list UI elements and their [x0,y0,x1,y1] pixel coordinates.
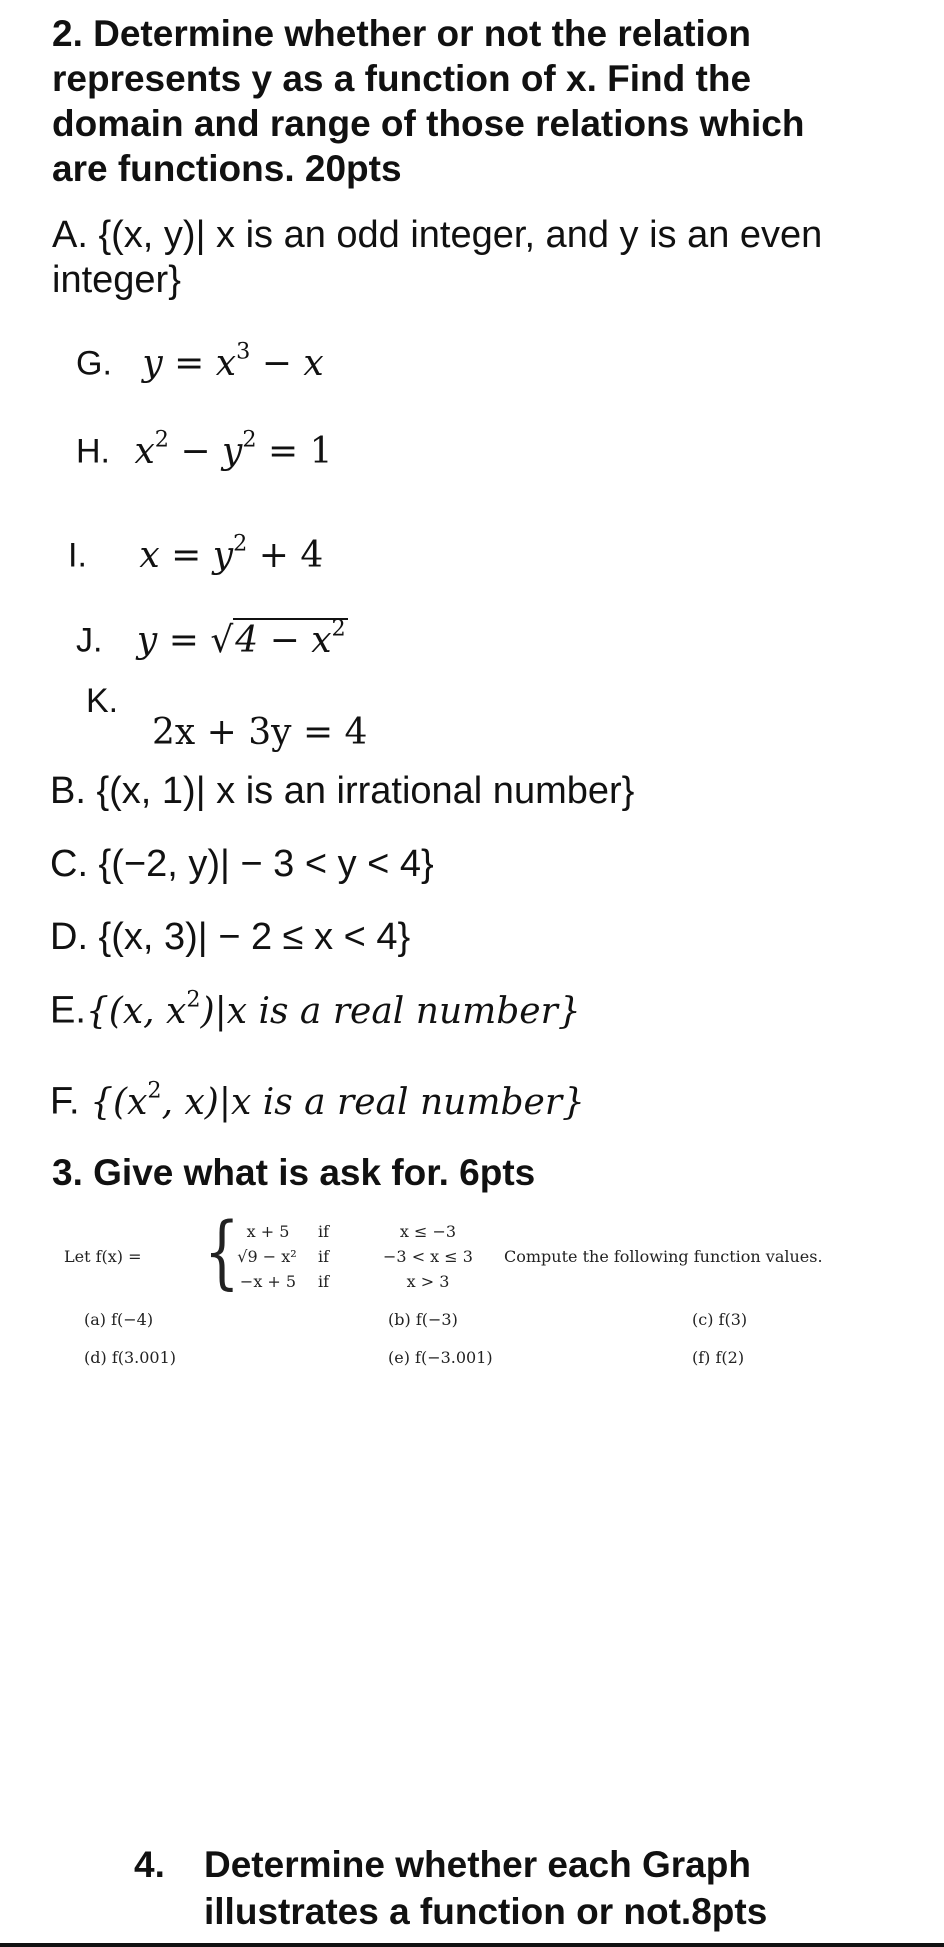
q2-heading-line-1: 2. Determine whether or not the relation [52,13,752,54]
case-1-condition: x ≤ −3 [399,1222,457,1241]
item-g [76,338,324,384]
item-k-equation: 2x + 3y = 4 [152,712,368,753]
item-h-equation: $x^2 - y^2 = 1$ [134,426,333,472]
item-f [50,1077,585,1124]
item-e-set: {(x, $x^2)|x$ is a real number} [85,986,581,1032]
item-j [76,615,348,661]
case-2-condition: −3 < x ≤ 3 [383,1247,473,1266]
item-f-set: {($x^2$, x)|x is a real number} [90,1077,585,1123]
case-3-if: if [318,1272,330,1291]
item-a-line-2: integer} [52,259,181,301]
part-c: (c) f(3) [692,1310,748,1329]
q2-heading-line-4: are functions. 20pts [52,148,402,189]
case-3-expr: −x + 5 [239,1272,297,1291]
part-a: (a) f(−4) [84,1310,154,1329]
q4-number: 4. [134,1844,165,1885]
item-g-equation: $y = x^3 - x$ [142,338,324,384]
case-2-expr: √9 − x² [237,1247,297,1266]
part-b: (b) f(−3) [388,1310,458,1329]
case-1-if: if [318,1222,330,1241]
bottom-divider [0,1943,944,1947]
case-3-condition: x > 3 [406,1272,450,1291]
item-f-label: F. [50,1080,91,1123]
q3-heading: 3. Give what is ask for. 6pts [52,1152,536,1193]
item-i [68,530,323,576]
q2-heading-line-2: represents y as a function of x. Find the [52,58,752,99]
case-1-expr: x + 5 [246,1222,290,1241]
item-i-label: I. [68,536,87,575]
piecewise-instruction: Compute the following function values. [504,1247,823,1266]
item-j-label: J. [76,621,103,660]
item-i-equation: $x = y^2 + 4$ [139,530,324,576]
q2-heading-line-3: domain and range of those relations which [52,103,805,144]
item-e [50,986,581,1033]
piecewise-brace: { [204,1205,240,1298]
q4-heading-line-1: Determine whether each Graph [204,1844,751,1885]
item-j-equation: $y = √4 - x^2$ [136,615,346,661]
part-e: (e) f(−3.001) [388,1348,493,1367]
item-b: B. {(x, 1)| x is an irrational number} [50,770,635,812]
item-c: C. {(−2, y)| − 3 < y < 4} [50,843,434,885]
item-a-line-1: A. {(x, y)| x is an odd integer, and y is an even [52,214,823,256]
piecewise-let-label: Let f(x) = [64,1247,142,1266]
item-h [76,426,333,472]
item-d: D. {(x, 3)| − 2 ≤ x < 4} [50,916,411,958]
part-f: (f) f(2) [692,1348,745,1367]
part-d: (d) f(3.001) [84,1348,177,1367]
item-h-label: H. [76,432,110,471]
item-g-label: G. [76,344,112,383]
item-e-label: E. [50,989,86,1032]
item-k-label: K. [86,682,119,720]
q4-heading-line-2: illustrates a function or not.8pts [204,1891,768,1932]
case-2-if: if [318,1247,330,1266]
